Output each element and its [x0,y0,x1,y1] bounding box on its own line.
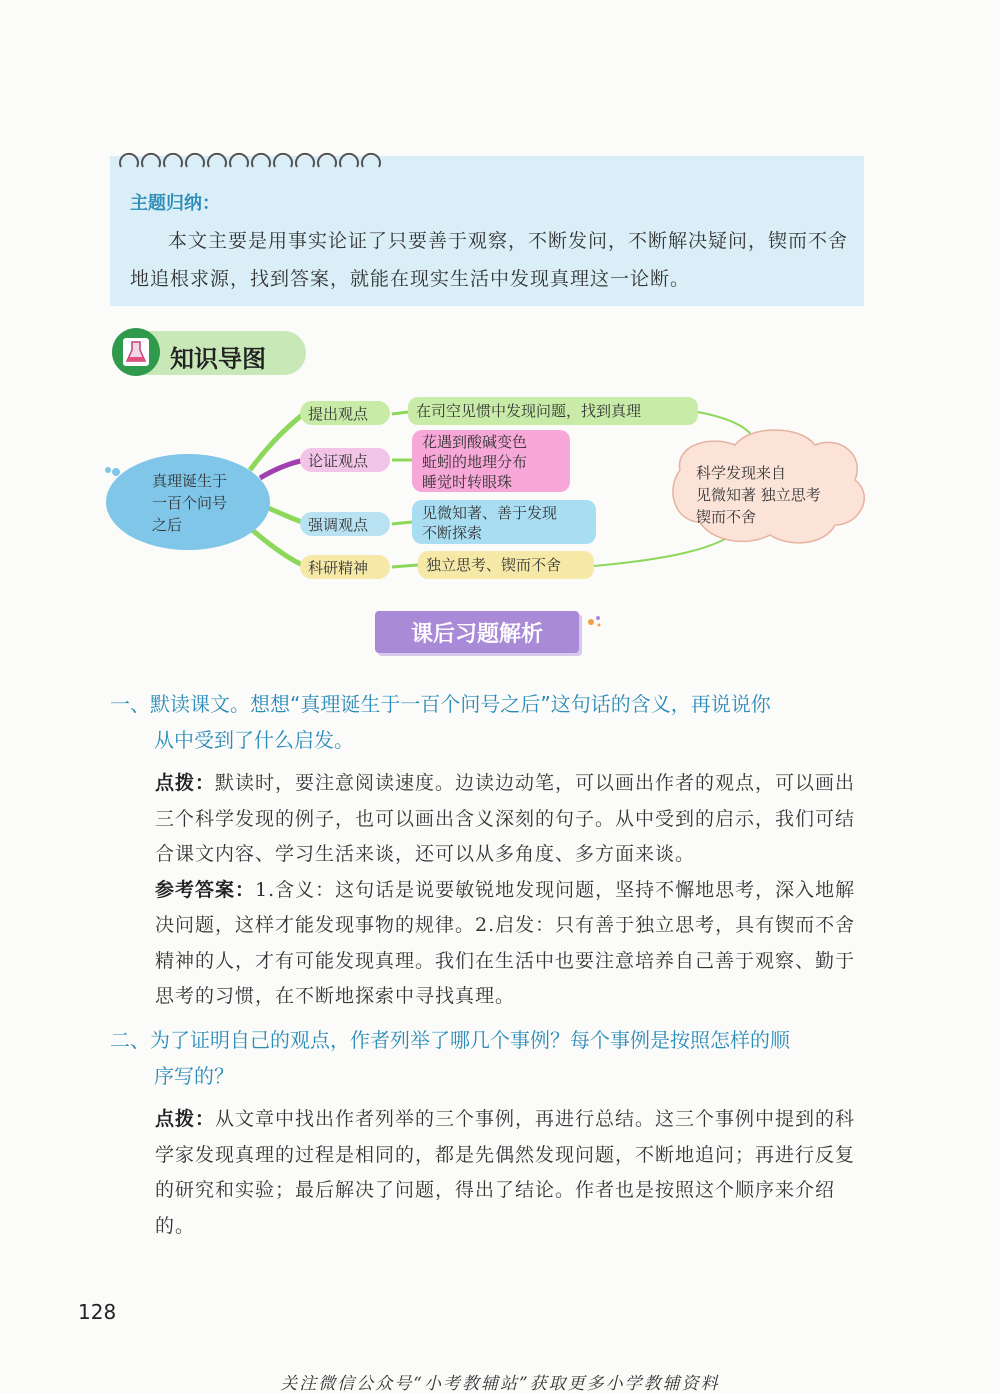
cloud-line-1: 科学发现来自 [696,464,787,482]
theme-text: 本文主要是用事实论证了只要善于观察，不断发问，不断解决疑问，锲而不舍地追根求源，找到答案，就能在现实生活中发现真理这一论断。 [130,230,849,290]
decor-dot [112,468,120,476]
detail-2-line-3: 睡觉时转眼珠 [422,473,513,491]
branch-line-2 [260,460,305,478]
mind-map [100,390,880,600]
branch-label-1: 提出观点 [308,405,369,423]
knowledge-map-title: 知识导图 [170,345,266,373]
detail-connector [392,522,412,524]
branch-line-3 [268,508,305,523]
question-1-body [155,766,865,1015]
question-2-body [155,1102,865,1244]
detail-connector [392,412,408,414]
question-1-hint-label: 点拨： [155,772,216,794]
footer-note: 关注微信公众号“小考教辅站”获取更多小学教辅资料 [280,1374,720,1394]
branch-label-4: 科研精神 [308,559,369,577]
detail-3-line-1: 见微知著、善于发现 [422,504,558,522]
question-2 [110,1022,880,1094]
question-2-title-line-2: 序写的？ [154,1064,234,1088]
question-2-title-line-1: 二、为了证明自己的观点，作者列举了哪几个事例？每个事例是按照怎样的顺 [110,1028,790,1052]
decor-dot [105,467,111,473]
branch-line-4 [250,528,305,566]
detail-2-line-2: 蚯蚓的地理分布 [422,453,528,471]
question-1-title-line-1: 一、默读课文。想想“真理诞生于一百个问号之后”这句话的含义，再说说你 [110,692,771,716]
after-class-title: 课后习题解析 [410,622,543,647]
center-line-1: 真理诞生于 [152,472,228,490]
question-1-title-line-2: 从中受到了什么启发。 [154,728,354,752]
page-number: 128 [78,1300,117,1324]
branch-label-2: 论证观点 [308,452,369,470]
detail-4-line-1: 独立思考、锲而不舍 [426,556,562,574]
center-line-3: 之后 [152,516,183,534]
question-1-hint: 默读时，要注意阅读速度。边读边动笔，可以画出作者的观点，可以画出三个科学发现的例子，也可以画出含义深刻的句子。从中受到的启示，我们可结合课文内容、学习生活来谈，还可以从多角度、多方面来谈。 [155,772,856,865]
detail-connector [392,565,418,567]
cloud-line-3: 锲而不舍 [696,508,757,526]
question-2-hint-label: 点拨： [155,1108,216,1130]
detail-2-line-1: 花遇到酸碱变色 [422,433,528,451]
question-1 [110,686,880,758]
detail-1-line-1: 在司空见惯中发现问题，找到真理 [416,402,642,420]
question-1-answer: 1.含义：这句话是说要敏锐地发现问题，坚持不懈地思考，深入地解决问题，这样才能发现事物的规律。2.启发：只有善于独立思考，具有锲而不舍精神的人，才有可能发现真理。我们在生活中也要注意培养自己善于观察、勤于思考的习惯，在不断地探索中寻找真理。 [155,878,856,1007]
question-2-hint: 从文章中找出作者列举的三个事例，再进行总结。这三个事例中提到的科学家发现真理的过程是相同的，都是先偶然发现问题，不断地追问；再进行反复的研究和实验；最后解决了问题，得出了结论。作者也是按照这个顺序来介绍的。 [155,1108,856,1237]
notebook-rings-icon [117,143,387,173]
cloud-line-2: 见微知著 独立思考 [696,486,821,504]
question-1-answer-label: 参考答案： [155,878,256,901]
center-line-2: 一百个问号 [152,494,228,512]
branch-label-3: 强调观点 [308,516,369,534]
detail-3-line-2: 不断探索 [422,524,483,542]
sparkle-icon [585,612,605,632]
theme-title: 主题归纳： [130,193,220,214]
flask-icon [112,328,160,376]
